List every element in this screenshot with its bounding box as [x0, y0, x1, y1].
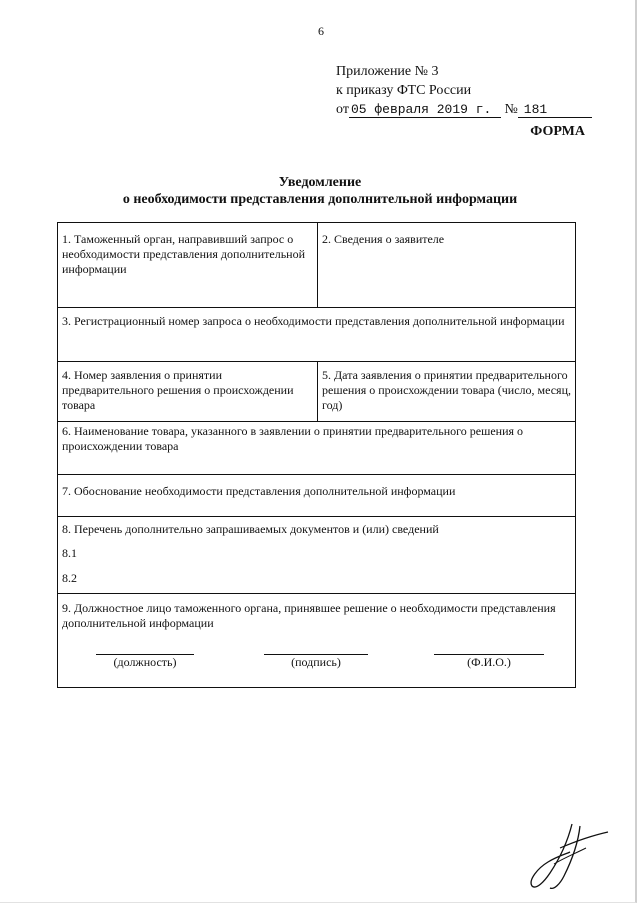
page-number: 6 — [318, 24, 324, 38]
position-label: (должность) — [113, 655, 177, 669]
field-item-8-2: 8.2 — [62, 571, 77, 585]
appendix-order: к приказу ФТС России — [336, 83, 472, 98]
field-applicant-info: 2. Сведения о заявителе — [322, 232, 445, 246]
appendix-block — [336, 62, 592, 119]
document-title: Уведомление — [278, 175, 362, 190]
name-label: (Ф.И.О.) — [467, 655, 511, 669]
form-row-3 — [58, 361, 575, 421]
date-prefix: от — [336, 102, 349, 117]
form-row-7 — [58, 593, 575, 687]
appendix-title: Приложение № 3 — [336, 64, 439, 79]
field-justification: 7. Обоснование необходимости представления дополнительной информации — [62, 484, 456, 498]
field-requested-documents: 8. Перечень дополнительно запрашиваемых документов и (или) сведений — [62, 522, 439, 536]
form-row-2 — [58, 307, 575, 361]
number-label: № — [504, 102, 518, 117]
order-date: 05 февраля 2019 г. — [349, 102, 501, 118]
appendix-date-line — [336, 100, 592, 119]
form-row-1 — [58, 223, 575, 307]
order-number: 181 — [518, 102, 592, 118]
document-subtitle: о необходимости представления дополнительной информации — [122, 192, 518, 207]
form-row-4 — [58, 421, 575, 474]
form-row-5 — [58, 474, 575, 516]
forma-label: ФОРМА — [530, 124, 585, 139]
notification-form — [57, 222, 576, 688]
handwritten-signature — [520, 818, 610, 893]
form-row-6 — [58, 516, 575, 593]
field-official: 9. Должностное лицо таможенного органа, принявшее решение о необходимости представления дополнительной информации — [62, 601, 556, 630]
field-item-8-1: 8.1 — [62, 546, 77, 560]
field-customs-body: 1. Таможенный орган, направивший запрос о необходимости представления дополнительной информации — [58, 223, 318, 307]
field-application-number: 4. Номер заявления о принятии предварительного решения о происхождении товара — [58, 362, 318, 421]
field-request-reg-number: 3. Регистрационный номер запроса о необходимости представления дополнительной информации — [62, 314, 565, 328]
field-goods-name: 6. Наименование товара, указанного в заявлении о принятии предварительного решения о происхождении товара — [62, 424, 524, 453]
signature-label: (подпись) — [291, 655, 341, 669]
field-application-date: 5. Дата заявления о принятии предварительного решения о происхождении товара (число, месяц, год) — [322, 368, 571, 412]
